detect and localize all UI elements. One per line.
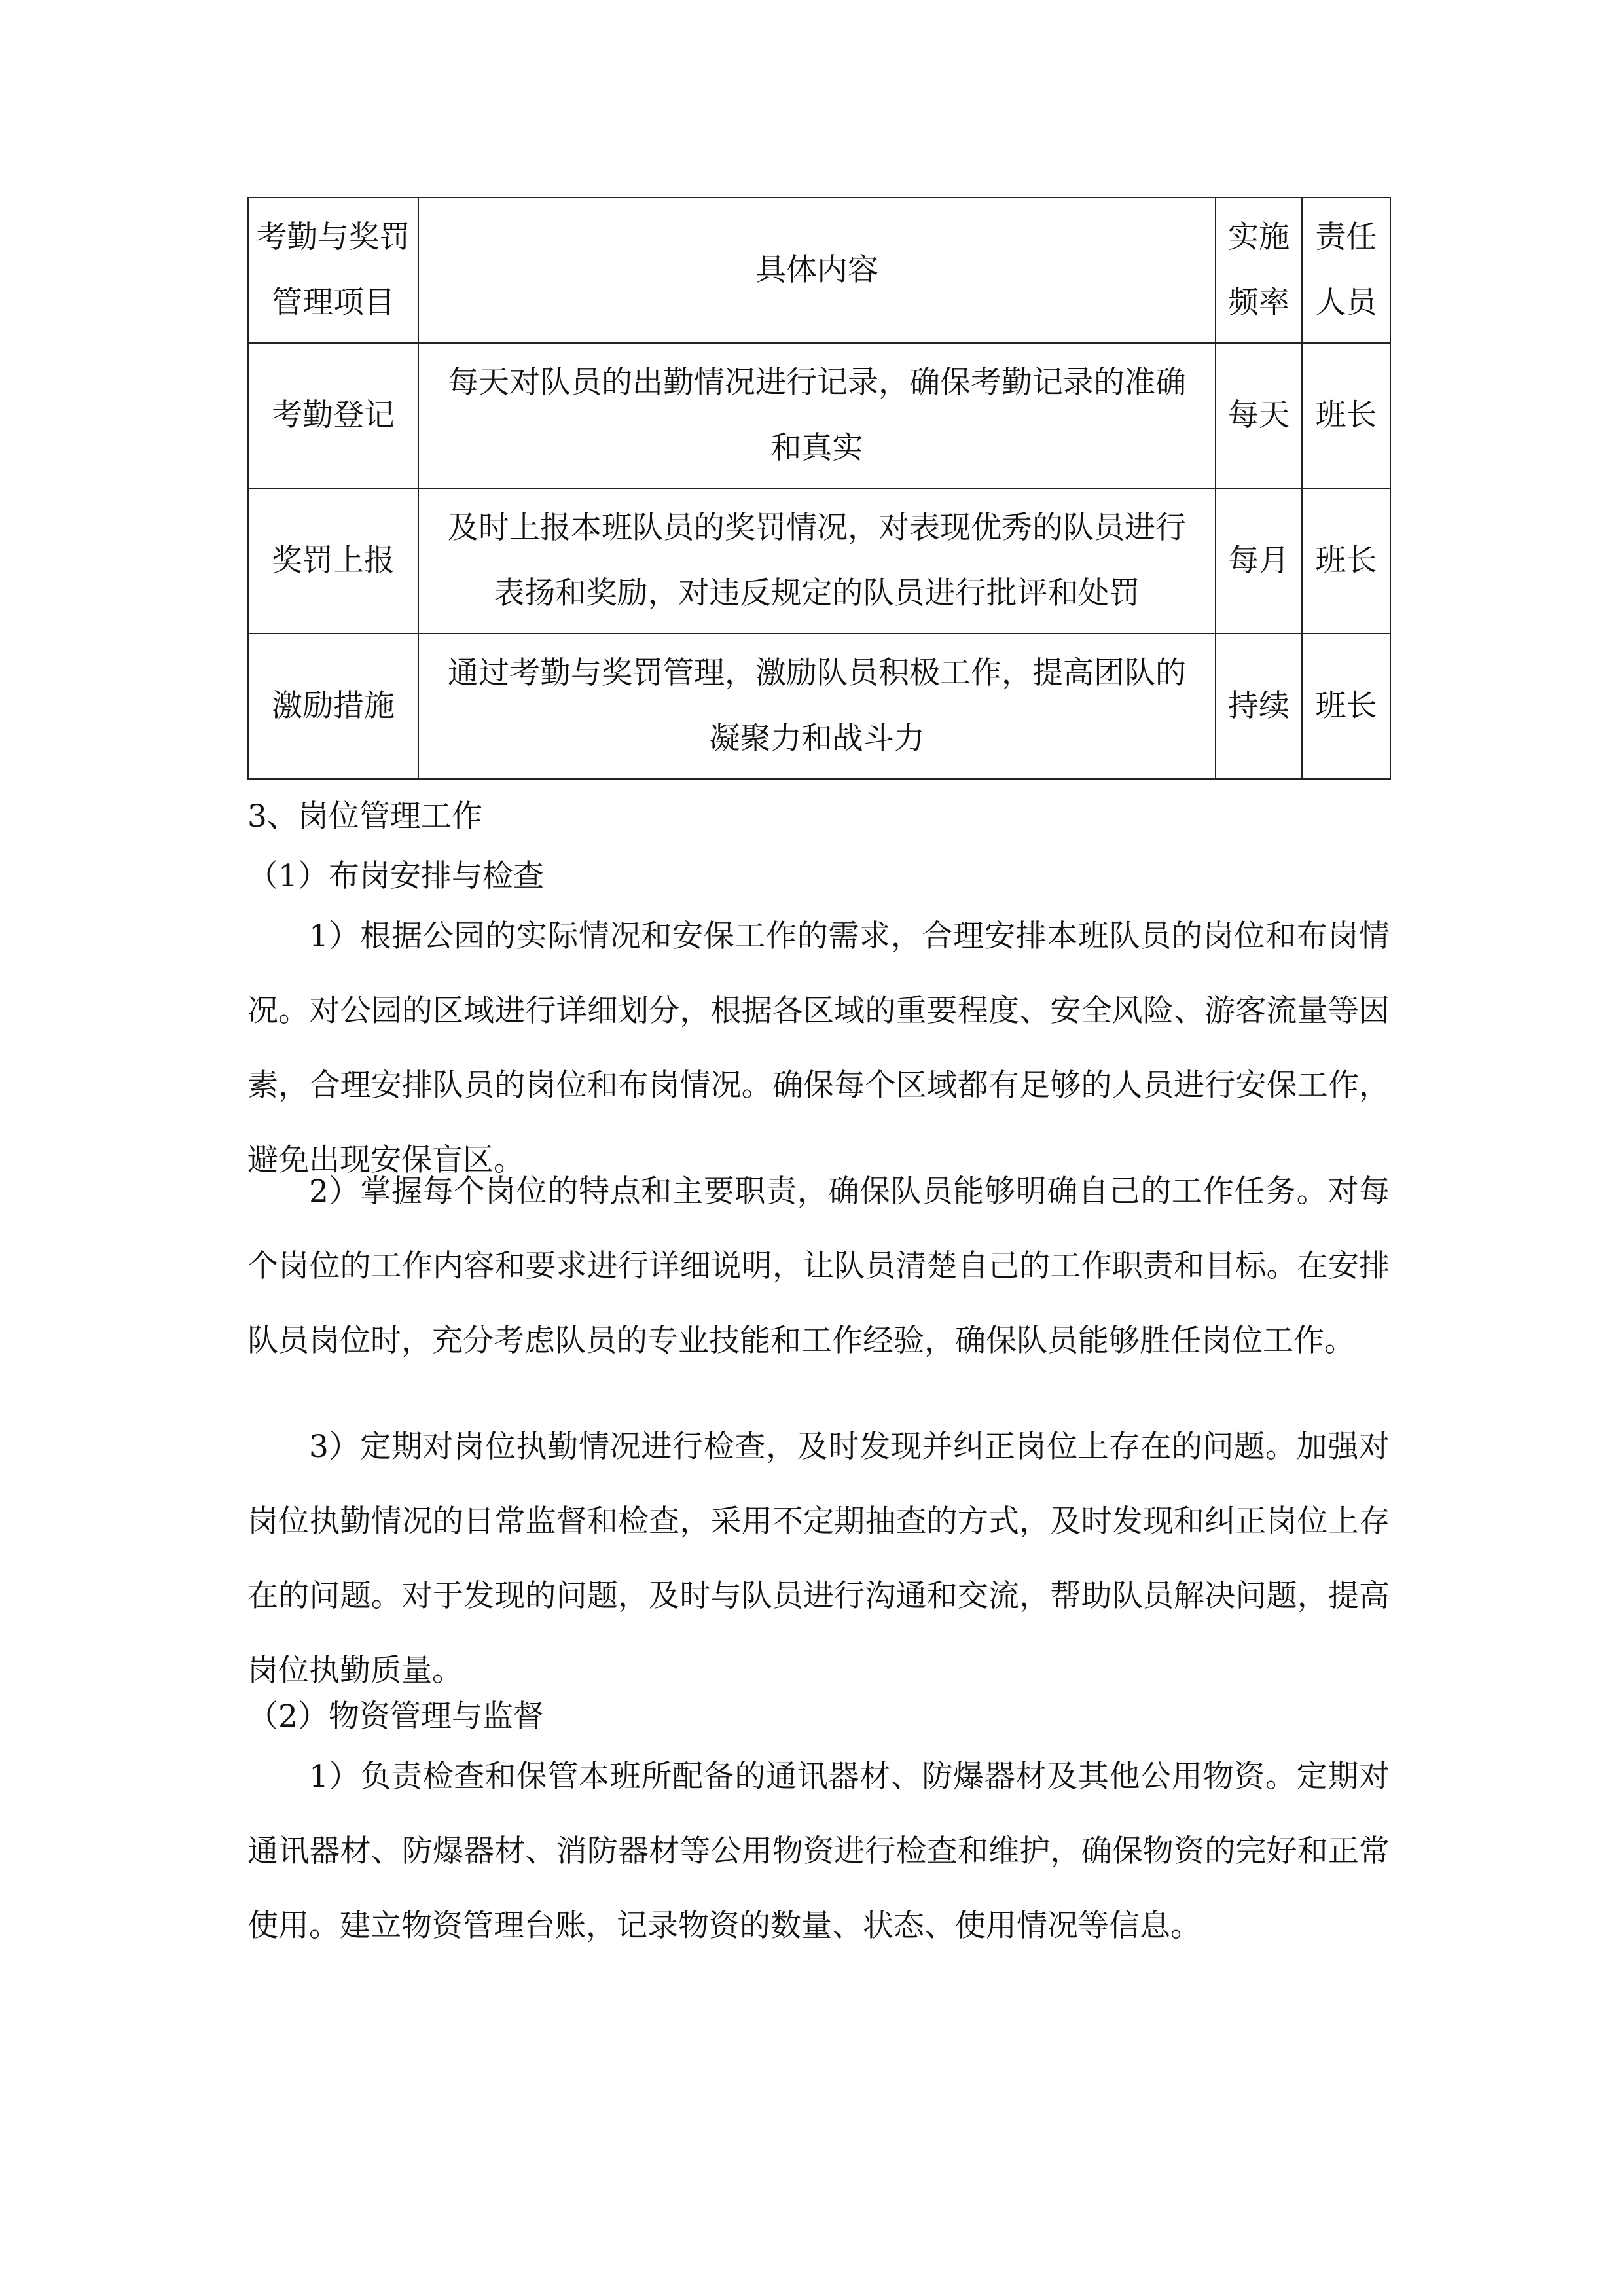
table-header-row: [248, 198, 1390, 343]
header-frequency-line-1: 实施: [1228, 219, 1290, 255]
paragraph-posting-2: 2）掌握每个岗位的特点和主要职责，确保队员能够明确自己的工作任务。对每个岗位的工作内容和要求进行详细说明，让队员清楚自己的工作职责和目标。在安排队员岗位时，充分考虑队员的专业技能和工作经验，确保队员能够胜任岗位工作。: [247, 1174, 1390, 1359]
header-person-cell: [1302, 198, 1390, 343]
content-cell: [418, 488, 1216, 634]
content-cell: [418, 343, 1216, 488]
content-line: 和真实: [770, 430, 863, 466]
header-content-cell: [418, 198, 1216, 343]
header-item-line-1: 考勤与奖罚: [256, 219, 410, 255]
paragraph-materials-1: 1）负责检查和保管本班所配备的通讯器材、防爆器材及其他公用物资。定期对通讯器材、防爆器材、消防器材等公用物资进行检查和维护，确保物资的完好和正常使用。建立物资管理台账，记录物资的数量、状态、使用情况等信息。: [247, 1759, 1390, 1944]
content-line: 及时上报本班队员的奖罚情况，对表现优秀的队员进行: [448, 510, 1186, 546]
item-cell: 奖罚上报: [248, 488, 418, 634]
subsection-1-title: （1）布岗安排与检查: [247, 858, 544, 894]
content-cell: [418, 634, 1216, 779]
item-cell: 考勤登记: [248, 343, 418, 488]
table-row: [248, 634, 1390, 779]
frequency-cell: 每月: [1216, 488, 1302, 634]
paragraph-posting-1: 1）根据公园的实际情况和安保工作的需求，合理安排本班队员的岗位和布岗情况。对公园的区域进行详细划分，根据各区域的重要程度、安全风险、游客流量等因素，合理安排队员的岗位和布岗情况。确保每个区域都有足够的人员进行安保工作，避免出现安保盲区。: [247, 918, 1390, 1178]
subsection-2-title: （2）物资管理与监督: [247, 1698, 544, 1734]
header-frequency-line-2: 频率: [1228, 285, 1290, 321]
table-row: [248, 343, 1390, 488]
header-person-line-1: 责任: [1315, 219, 1377, 255]
header-content-line-1: 具体内容: [755, 252, 878, 288]
section-3-title: 3、岗位管理工作: [247, 798, 482, 834]
header-item-cell: [248, 198, 418, 343]
frequency-cell: 持续: [1216, 634, 1302, 779]
header-item-line-2: 管理项目: [272, 285, 395, 321]
paragraph-posting-3: 3）定期对岗位执勤情况进行检查，及时发现并纠正岗位上存在的问题。加强对岗位执勤情况的日常监督和检查，采用不定期抽查的方式，及时发现和纠正岗位上存在的问题。对于发现的问题，及时与队员进行沟通和交流，帮助队员解决问题，提高岗位执勤质量。: [247, 1429, 1390, 1689]
item-cell: 激励措施: [248, 634, 418, 779]
frequency-cell: 每天: [1216, 343, 1302, 488]
header-person-line-2: 人员: [1315, 285, 1377, 321]
table-row: [248, 488, 1390, 634]
person-cell: 班长: [1302, 343, 1390, 488]
content-line: 每天对队员的出勤情况进行记录，确保考勤记录的准确: [448, 365, 1186, 401]
content-line: 凝聚力和战斗力: [709, 721, 925, 757]
person-cell: 班长: [1302, 488, 1390, 634]
content-line: 通过考勤与奖罚管理，激励队员积极工作，提高团队的: [448, 655, 1186, 691]
content-line: 表扬和奖励，对违反规定的队员进行批评和处罚: [494, 575, 1140, 611]
attendance-reward-table: [247, 197, 1391, 780]
person-cell: 班长: [1302, 634, 1390, 779]
header-frequency-cell: [1216, 198, 1302, 343]
